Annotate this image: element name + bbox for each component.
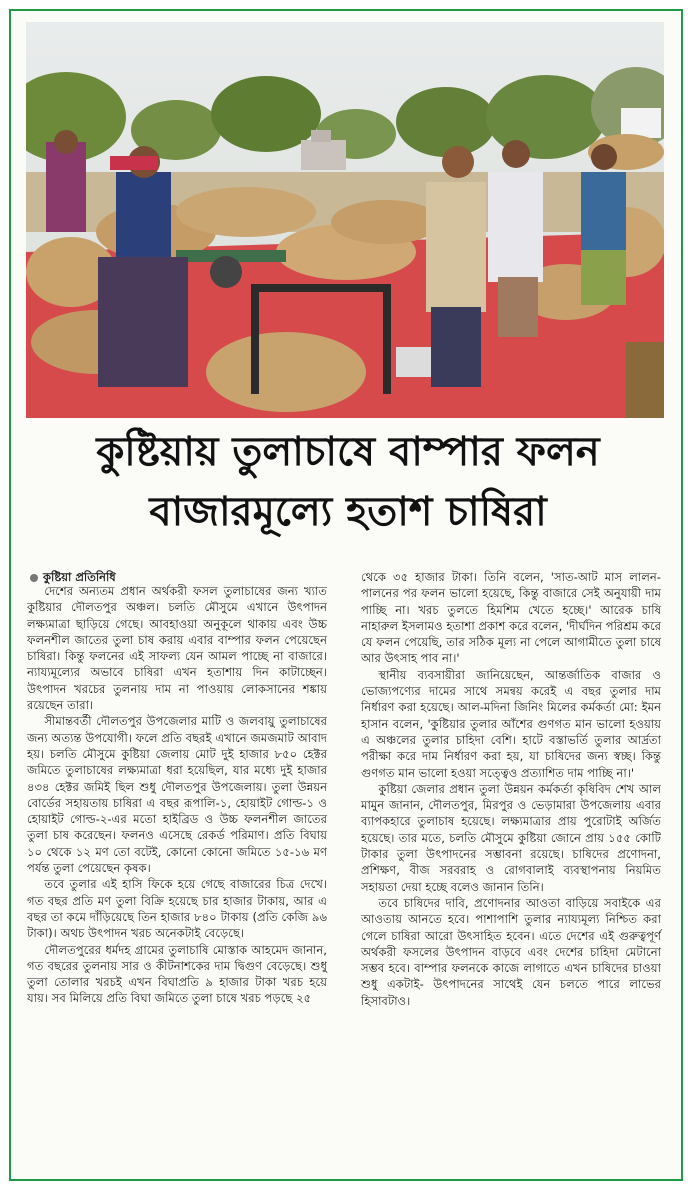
paragraph: কুষ্টিয়া জেলার প্রধান তুলা উন্নয়ন কর্মকর্তা কৃষিবিদ শেখ আল মামুন জানান, দৌলতপুর, মিরপুর ও ভেড়ামারা উপজেলায় এবার ব্যাপকহারে তুলাচাষ হয়েছে। লক্ষ্যমাত্রার প্রায় পুরোটাই অর্জিত হয়েছে। তার মতে, চলতি মৌসুমে কুষ্টিয়া জোনে প্রায় ১৫৫ কোটি টাকার তুলা উৎপাদনের সম্ভাবনা রয়েছে। চাষিদের প্রণোদনা, প্রশিক্ষণ, বীজ সরবরাহ ও রোগবালাই ব্যবস্থাপনায় নিয়মিত সহায়তা দেয়া হচ্ছে বলেও জানান তিনি। [361,781,661,894]
paragraph: স্থানীয় ব্যবসায়ীরা জানিয়েছেন, আন্তর্জাতিক বাজার ও ভোজ্যপণ্যের দামের সাথে সমন্বয় করেই এ বছর তুলার দাম নির্ধারণ করা হয়েছে। আল-মদিনা জিনিং মিলের কর্মকর্তা মো: ইমন হাসান বলেন, 'কুষ্টিয়ার তুলার আঁশের গুণগত মান ভালো হওয়ায় এ অঞ্চলের তুলার চাহিদা বেশি। হাটে বস্তাভর্তি তুলার আর্দ্রতা পরীক্ষা করে দাম নির্ধারণ করা হয়, যা চাষিদের জন্য স্বচ্ছ। কিন্তু গুণগত মান ভালো হওয়া সত্ত্বেও প্রত্যাশিত দাম পাচ্ছি না।' [361,667,661,780]
headline-line-2: বাজারমূল্যে হতাশ চাষিরা [149,489,547,535]
paragraph: তবে তুলার এই হাসি ফিকে হয়ে গেছে বাজারের চিত্র দেখে। গত বছর প্রতি মণ তুলা বিক্রি হয়েছে চার হাজার টাকায়, আর এ বছর তা কমে দাঁড়িয়েছে তিন হাজার ৮৪০ টাকায় (প্রতি কেজি ৯৬ টাকা)। অথচ উৎপাদন খরচ অনেকটাই বেড়েছে। [27,877,327,941]
paragraph: দৌলতপুরের ধর্মদহ গ্রামের তুলাচাষি মোস্তাক আহমেদ জানান, গত বছরের তুলনায় সার ও কীটনাশকের দাম দ্বিগুণ বেড়েছে। শুধু তুলা তোলার খরচই এখন বিঘাপ্রতি ৯ হাজার টাকা খরচ হয়ে যায়। সব মিলিয়ে প্রতি বিঘা জমিতে তুলা চাষে খরচ পড়ছে ২৫ [27,942,327,1006]
byline-text: কুষ্টিয়া প্রতিনিধি [43,570,116,584]
paragraph: দেশের অন্যতম প্রধান অর্থকরী ফসল তুলাচাষের জন্য খ্যাত কুষ্টিয়ার দৌলতপুর অঞ্চল। চলতি মৌসুমে এখানে উৎপাদন লক্ষ্যমাত্রা ছাড়িয়ে গেছে। আবহাওয়া অনুকূলে থাকায় এবং উচ্চ ফলনশীল জাতের তুলা চাষ করায় এবার বাম্পার ফলন পেয়েছেন চাষিরা। কিন্তু ফলনের এই সাফল্য যেন আমল পাচ্ছে না বাজারে। ন্যায্যমূল্যের অভাবে চাষিরা এখন হতাশায় দিন কাটাচ্ছেন। উৎপাদন খরচের তুলনায় দাম না পাওয়ায় লোকসানের শঙ্কায় রয়েছেন তারা। [27,584,327,713]
cotton-market-image [26,22,664,418]
bullet-icon [30,574,38,582]
article-photo [26,22,664,418]
headline-line-1: কুষ্টিয়ায় তুলাচাষে বাম্পার ফলন [96,429,600,475]
article-column-right [361,569,661,1009]
paragraph: থেকে ৩৫ হাজার টাকা। তিনি বলেন, 'সাত-আট মাস লালন-পালনের পর ফলন ভালো হয়েছে, কিন্তু বাজারে সেই অনুযায়ী দাম পাচ্ছি না। খরচ তুলতে হিমশিম খেতে হচ্ছে।' আরেক চাষি নাহারুল ইসলামও হতাশা প্রকাশ করে বলেন, 'দীর্ঘদিন পরিশ্রম করে যে ফলন পেয়েছি, তার সঠিক মূল্য না পেলে আগামীতে তুলা চাষে আর উৎসাহ পাব না।' [361,570,661,666]
paragraph: সীমান্তবর্তী দৌলতপুর উপজেলার মাটি ও জলবায়ু তুলাচাষের জন্য অত্যন্ত উপযোগী। ফলে প্রতি বছরই এখানে জমজমাট আবাদ হয়। চলতি মৌসুমে কুষ্টিয়া জেলায় মোট দুই হাজার ৮৫০ হেক্টর জমিতে তুলাচাষের লক্ষ্যমাত্রা ধরা হয়েছিল, যার মধ্যে দুই হাজার ৪৩৪ হেক্টর জমিই ছিল শুধু দৌলতপুর উপজেলায়। তুলা উন্নয়ন বোর্ডের সহায়তায় চাষিরা এ বছর রূপালি-১, হোয়াইট গোল্ড-১ ও হোয়াইট গোল্ড-২-এর মতো হাইব্রিড ও উচ্চ ফলনশীল জাতের তুলা চাষ করেছেন। ফলনও এসেছে রেকর্ড পরিমাণ। প্রতি বিঘায় ১০ থেকে ১২ মণ তো বটেই, কোনো কোনো জমিতে ১৫-১৬ মণ পর্যন্ত তুলা পেয়েছেন কৃষক। [27,714,327,876]
article-column-left [27,583,327,1007]
paragraph: তবে চাষিদের দাবি, প্রণোদনার আওতা বাড়িয়ে সবাইকে এর আওতায় আনতে হবে। পাশাপাশি তুলার ন্যায্যমূল্য নিশ্চিত করা গেলে চাষিরা আরো উৎসাহিত হবেন। এতে দেশের এই গুরুত্বপূর্ণ অর্থকরী ফসলের উৎপাদন বাড়বে এবং দেশের চাহিদা মেটানো সম্ভব হবে। বাম্পার ফলনকে কাজে লাগাতে এখন চাষিদের চাওয়া শুধু একটাই- উৎপাদনের সাথেই যেন চলতে পারে লাভের হিসাবটাও। [361,895,661,1008]
